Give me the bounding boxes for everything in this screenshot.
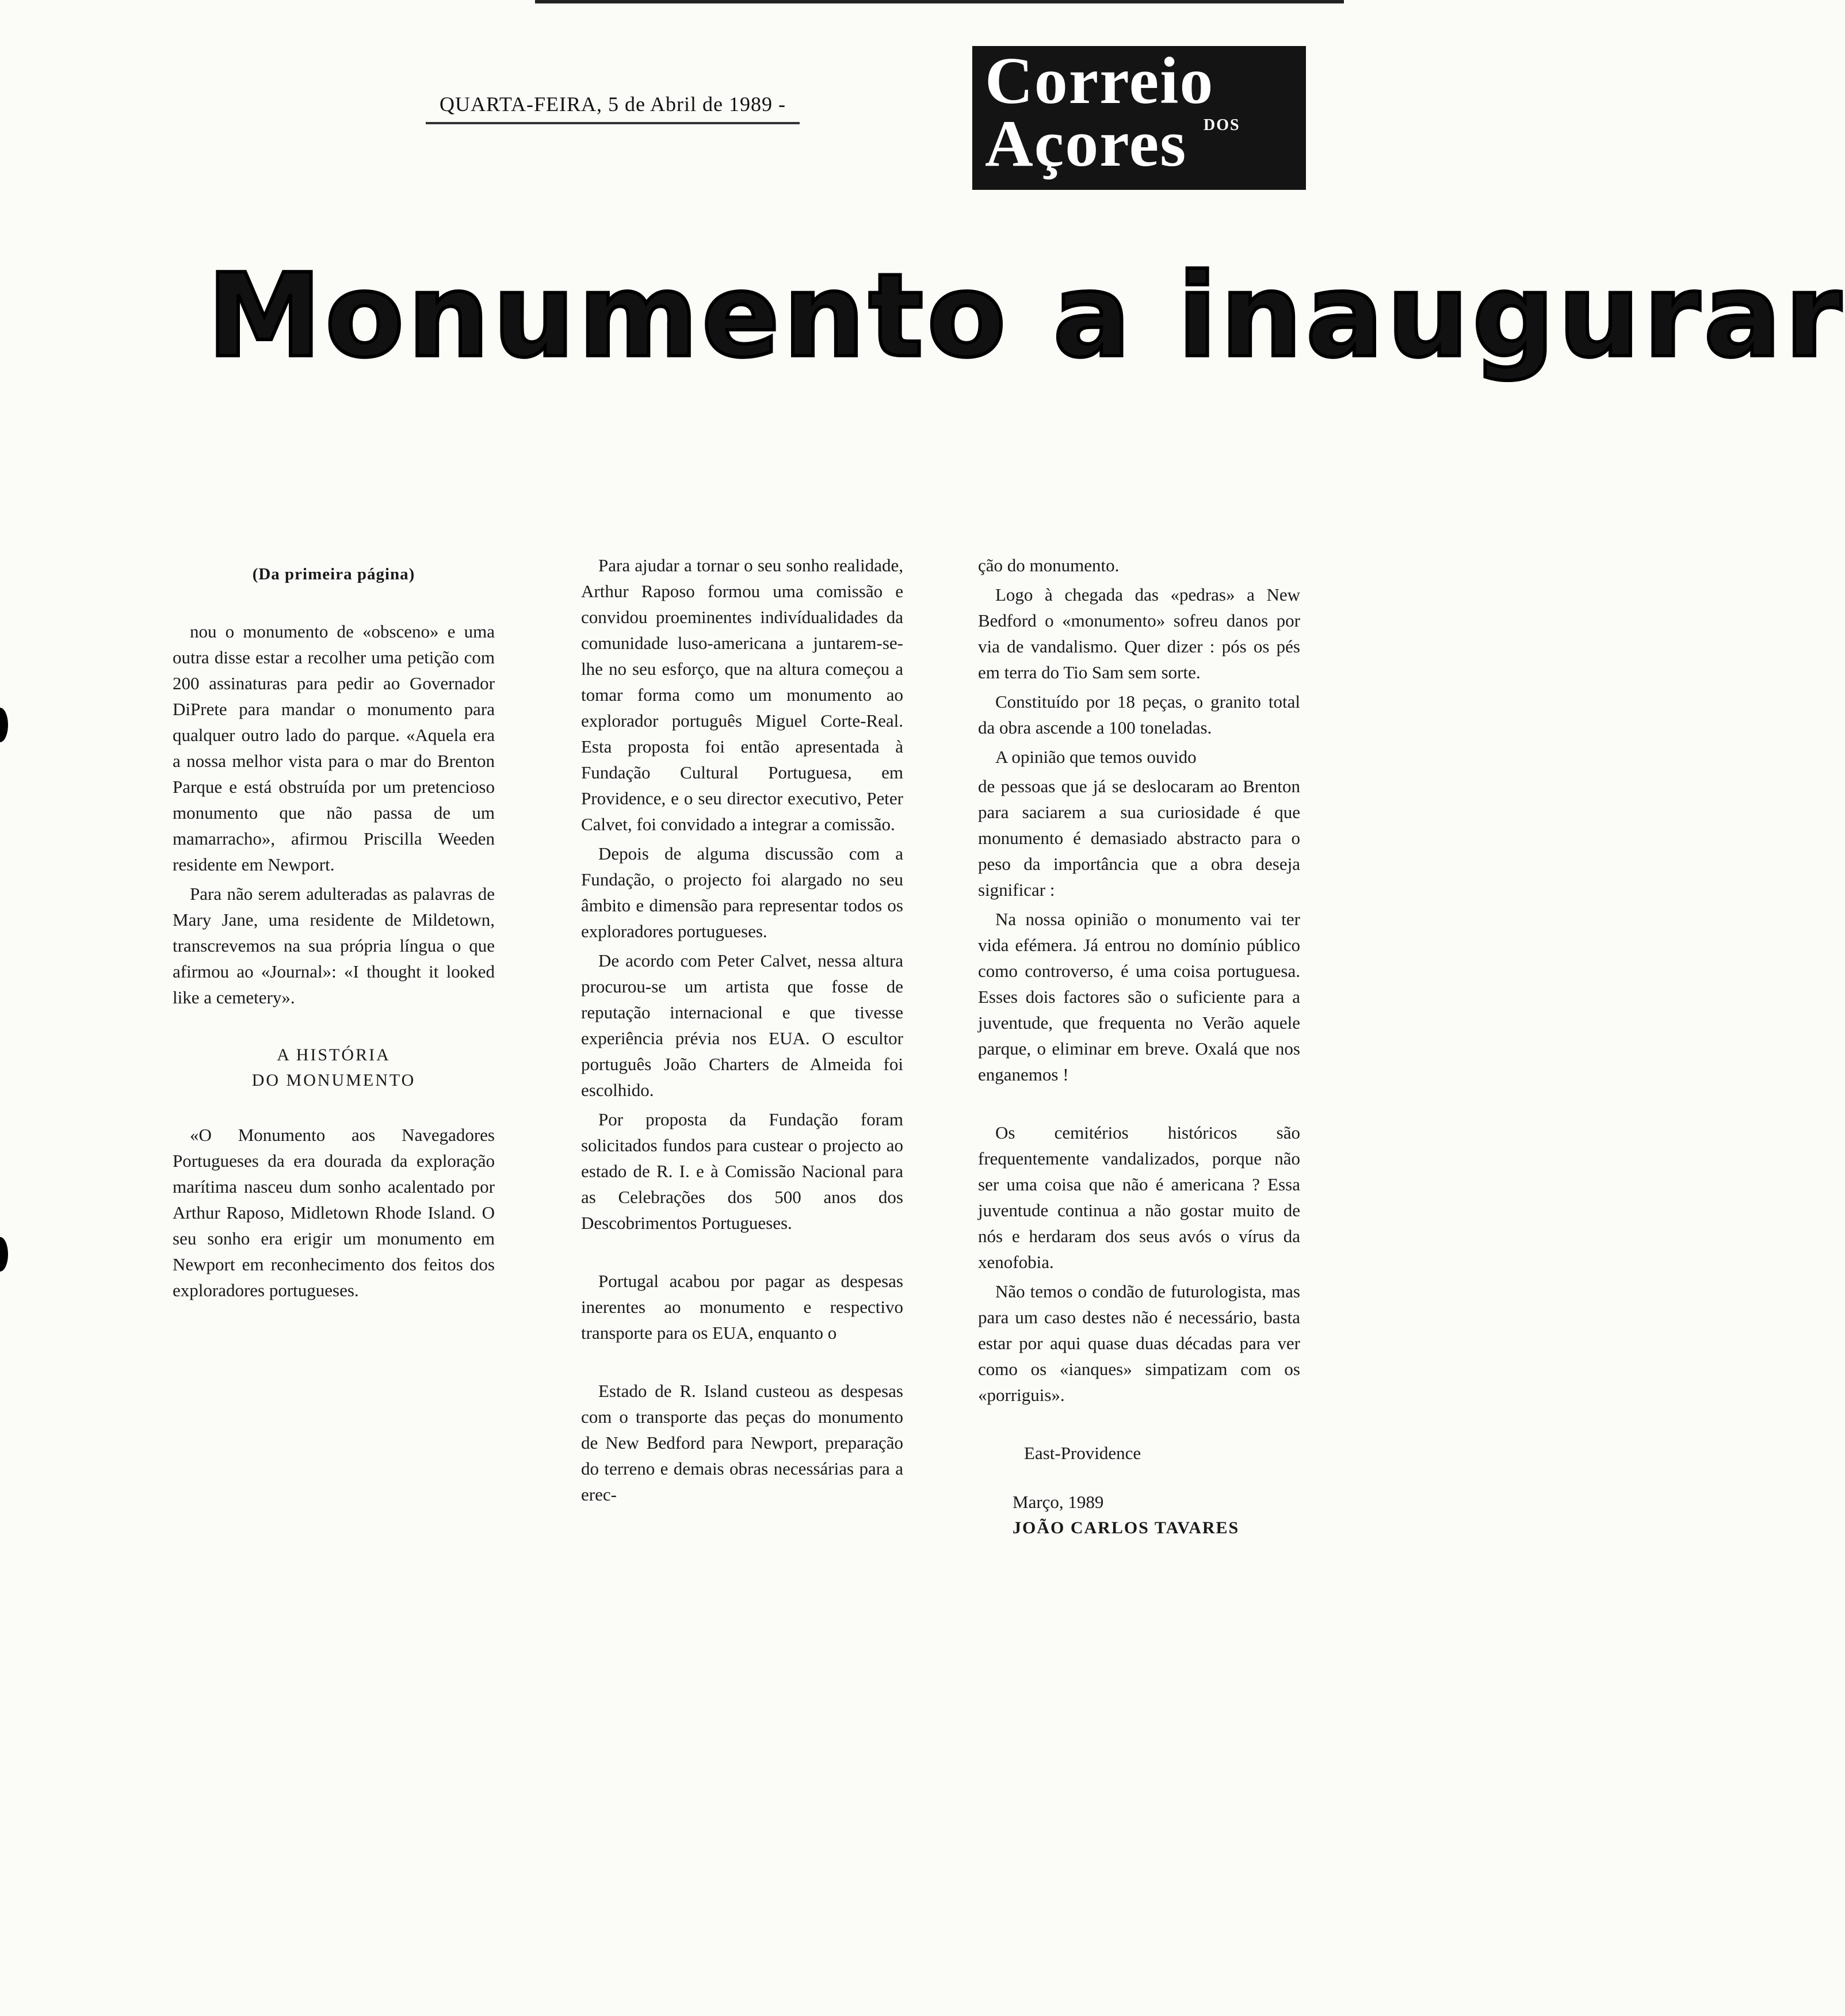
subhead-line-1: A HISTÓRIA bbox=[277, 1045, 391, 1064]
paragraph: Constituído por 18 peças, o granito total da obra ascende a 100 toneladas. bbox=[978, 692, 1300, 738]
spacer bbox=[581, 1239, 903, 1268]
dateline-underline bbox=[426, 122, 800, 124]
masthead-word-correio: Correio bbox=[985, 44, 1214, 118]
article-column-3 bbox=[978, 552, 1300, 1564]
article-signoff bbox=[978, 1440, 1300, 1541]
masthead-acores-text: Açores bbox=[985, 107, 1187, 181]
signoff-place: East-Providence bbox=[1024, 1443, 1141, 1463]
masthead-dos: DOS bbox=[1204, 116, 1240, 134]
paragraph: Logo à chegada das «pedras» a New Bedford o «monumento» sofreu danos por via de vandalismo. Quer dizer : pós os pés em terra do Tio Sam sem sorte. bbox=[978, 585, 1300, 682]
binder-hole-mark bbox=[0, 1237, 8, 1272]
paragraph: Para não serem adulteradas as palavras de Mary Jane, uma residente de Mildetown, transcrevemos na sua própria língua o que afirmou ao «Journal»: «I thought it looked like a cemetery». bbox=[173, 884, 495, 1007]
paragraph: Estado de R. Island custeou as despesas com o transporte das peças do monumento de New Bedford para Newport, preparação do terreno e demais obras necessárias para a erec- bbox=[581, 1381, 903, 1505]
newspaper-masthead-logo bbox=[972, 46, 1306, 190]
spacer bbox=[978, 1091, 1300, 1120]
dateline: QUARTA-FEIRA, 5 de Abril de 1989 - bbox=[440, 93, 786, 116]
signoff-author: JOÃO CARLOS TAVARES bbox=[1013, 1518, 1240, 1537]
paragraph: De acordo com Peter Calvet, nessa altura procurou-se um artista que fosse de reputação internacional e que tivesse experiência prévia nos EUA. O escultor português João Charters de Almeida foi escolhido. bbox=[581, 950, 903, 1100]
paragraph: Não temos o condão de futurologista, mas para um caso destes não é necessário, basta estar por aqui quase duas décadas para ver como os «ianques» simpatizam com os «porriguis». bbox=[978, 1281, 1300, 1405]
paragraph: de pessoas que já se deslocaram ao Brenton para saciarem a sua curiosidade é que monumento é demasiado abstracto para o peso da importância que a obra deseja significar : bbox=[978, 776, 1300, 900]
masthead-word-acores bbox=[985, 107, 1293, 181]
top-page-rule bbox=[535, 0, 1344, 3]
paragraph: Portugal acabou por pagar as despesas inerentes ao monumento e respectivo transporte para os EUA, enquanto o bbox=[581, 1271, 903, 1343]
paragraph: ção do monumento. bbox=[978, 555, 1120, 575]
paragraph: Os cemitérios históricos são frequentemente vandalizados, porque não ser uma coisa que não é americana ? Essa juventude continua a não gostar muito de nós e herdaram dos seus avós o vírus da xenofobia. bbox=[978, 1122, 1300, 1272]
article-headline: Monumento a inaugurar bbox=[207, 249, 1845, 383]
spacer bbox=[581, 1349, 903, 1378]
paragraph: «O Monumento aos Navegadores Portugueses da era dourada da exploração marítima nasceu dum sonho acalentado por Arthur Raposo, Midletown Rhode Island. O seu sonho era erigir um monumento em Newport em reconhecimento dos feitos dos exploradores portugueses. bbox=[173, 1125, 495, 1300]
paragraph: nou o monumento de «obsceno» e uma outra disse estar a recolher uma petição com 200 assinaturas para pedir ao Governador DiPrete para mandar o monumento para qualquer outro lado do parque. «Aquela era a nossa melhor vista para o mar do Brenton Parque e está obstruída por um pretencioso monumento que não passa de um mamarracho», afirmou Priscilla Weeden residente em Newport. bbox=[173, 621, 495, 875]
binder-hole-mark bbox=[0, 708, 8, 742]
paragraph: Na nossa opinião o monumento vai ter vida efémera. Já entrou no domínio público como controverso, é uma coisa portuguesa. Esses dois factores são o suficiente para a juventude, que frequenta no Verão aquele parque, o eliminar em breve. Oxalá que nos enganemos ! bbox=[978, 909, 1300, 1085]
article-column-2 bbox=[581, 552, 903, 1511]
paragraph: Por proposta da Fundação foram solicitados fundos para custear o projecto ao estado de R. I. e à Comissão Nacional para as Celebrações dos 500 anos dos Descobrimentos Portugueses. bbox=[581, 1109, 903, 1233]
spacer bbox=[978, 1411, 1300, 1440]
article-column-1 bbox=[173, 552, 495, 1307]
paragraph: Para ajudar a tornar o seu sonho realidade, Arthur Raposo formou uma comissão e convidou proeminentes indivídualidades da comunidade luso-americana a juntarem-se-lhe no seu esforço, que na altura começou a tomar forma como um monumento ao explorador português Miguel Corte-Real. Esta proposta foi então apresentada à Fundação Cultural Portuguesa, em Providence, e o seu director executivo, Peter Calvet, foi convidado a integrar a comissão. bbox=[581, 555, 903, 834]
section-subhead bbox=[173, 1043, 495, 1093]
continuation-kicker: (Da primeira página) bbox=[252, 565, 415, 583]
signoff-date: Março, 1989 bbox=[1013, 1492, 1104, 1512]
subhead-line-2: DO MONUMENTO bbox=[251, 1071, 416, 1090]
paragraph: Depois de alguma discussão com a Fundação, o projecto foi alargado no seu âmbito e dimensão para representar todos os exploradores portugueses. bbox=[581, 843, 903, 941]
paragraph: A opinião que temos ouvido bbox=[995, 747, 1197, 767]
